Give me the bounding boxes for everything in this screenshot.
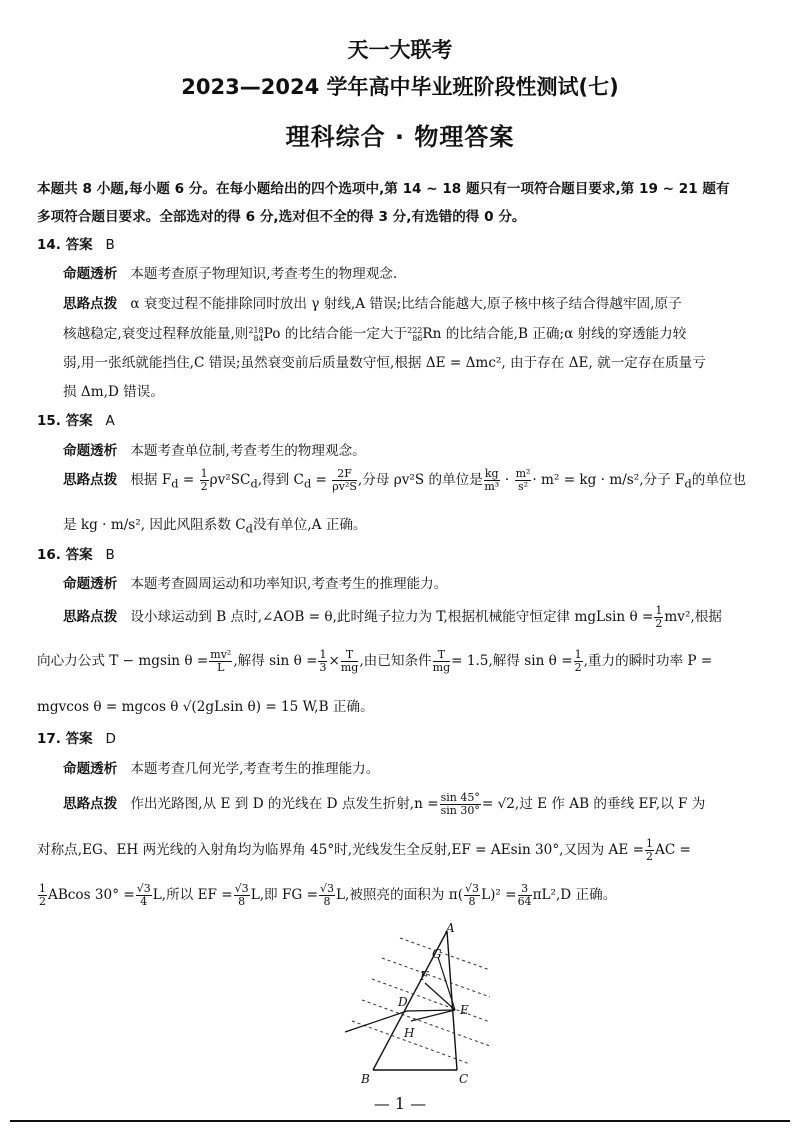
fraction-mv2-l: $\frac{\text{mv²}}{L}$ [210,648,232,674]
label-e: E [460,1003,469,1017]
fraction-3-64: $\frac{3}{64}$ [517,882,532,908]
fraction-root3-8: $\frac{√3}{8}$ [234,882,249,908]
fraction-root3-8-b: $\frac{√3}{8}$ [319,882,334,908]
q16-solution-line3: mgvcos θ = mgcos θ √(2gLsin θ) = 15 W,B 正确。 [37,699,374,715]
fraction-t-mg: $\frac{T}{mg}$ [340,648,359,674]
intro-line-1: 本题共 8 小题,每小题 6 分。在每小题给出的四个选项中,第 14 ~ 18 题只有一项符合题目要求,第 19 ~ 21 题有 [37,181,730,197]
q15-solution-line2: 是 kg · m/s², 因此风阻系数 $C_d$没有单位,A 正确。 [63,517,367,536]
page-title: 理科综合 · 物理答案 [285,123,515,151]
label-d: D [398,995,408,1009]
bottom-rule [10,1120,790,1122]
q14-analysis: 命题透析 本题考查原子物理知识,考查考生的物理观念. [63,266,398,282]
fraction-sin45-sin30: $\frac{\sin 45^\circ}{\sin 30^\circ}$ [440,791,480,817]
q17-answer: D [105,731,116,747]
label-a: A [446,921,455,935]
q14-solution-line3: 弱,用一张纸就能挡住,C 错误;虽然衰变前后质量数守恒,根据 ΔE = Δmc², 由于存在 ΔE, 就一定存在质量亏 [63,355,706,371]
fraction-t-mg-2: $\frac{T}{mg}$ [432,648,451,674]
exam-header-line1: 天一大联考 [347,38,453,62]
fraction-half-2: $\frac{1}{2}$ [574,648,582,674]
fraction-half-2: $\frac{1}{2}$ [39,882,46,908]
fraction-cd: $\frac{2F}{\text{ρv²S}}$ [332,467,357,493]
label-c: C [459,1072,469,1086]
q17-analysis: 命题透析 本题考查几何光学,考查考生的推理能力。 [63,761,380,777]
q17-solution-line2: 对称点,EG、EH 两光线的入射角均为临界角 45°时,光线发生全反射,EF = AEsin 30°,又因为 AE = $\frac{1}{2}$ AC = [37,837,691,863]
q16-answer: B [105,547,115,563]
q15-solution-line1: 思路点拨 根据 $F_d$ = $\frac{1}{2}$ $\rho v^2SC_d$,得到 $C_d$ = $\frac{2F}{\text{ρv²S}}$ ,分母 ρv²S 的单位是 $\frac{kg}{\text{m³}}$ · $\frac{\text{m²}}{\text{s²}}$ · m² = kg · m/s²,分子 $F_d$的单位也 [63,467,747,493]
ray-line [362,1000,490,1046]
intro-line-2: 多项符合题目要求。全部选对的得 6 分,选对但不全的得 3 分,有选错的得 0 分。 [37,209,526,225]
ray-line [400,938,490,970]
q14-answer: B [105,237,115,253]
incident-ray-lines [352,938,490,1064]
label-f: F [420,969,429,983]
exam-header-line2: 2023—2024 学年高中毕业班阶段性测试(七) [181,75,619,99]
q14-solution-line4: 损 Δm,D 错误。 [63,384,164,400]
label-h: H [404,1026,415,1040]
q17-solution-line1: 思路点拨 作出光路图,从 E 到 D 的光线在 D 点发生折射,n = $\frac{\sin 45^\circ}{\sin 30^\circ}$ = √2,过 E 作 AB 的垂线 EF,以 F 为 [63,791,706,817]
fraction-root3-4: $\frac{√3}{4}$ [136,882,151,908]
q16-heading: 16. 答案 B [37,547,115,563]
q14-solution-line2: 核越稳定,衰变过程释放能量,则 218 84 Po 的比结合能一定大于 222 86 Rn 的比结合能,B 正确;α 射线的穿透能力较 [63,325,687,343]
q16-analysis: 命题透析 本题考查圆周运动和功率知识,考查考生的推理能力。 [63,576,448,592]
label-b: B [361,1072,370,1086]
fraction-root3-8-c: $\frac{√3}{8}$ [465,882,480,908]
page-number: — 1 — [373,1094,427,1113]
q17-heading: 17. 答案 D [37,731,116,747]
q15-analysis: 命题透析 本题考查单位制,考查考生的物理观念。 [63,443,366,459]
optics-diagram [330,918,500,1093]
fraction-third: $\frac{1}{3}$ [319,648,327,674]
ray-de [407,1010,455,1011]
q16-solution-line2: 向心力公式 T − mgsin θ = $\frac{\text{mv²}}{L}$ ,解得 sin θ = $\frac{1}{3}$ × $\frac{T}{mg}$ ,由已知条件 $\frac{T}{mg}$ = 1.5,解得 sin θ = $\frac{1}{2}$ ,重力的瞬时功率 P = [37,648,713,674]
fraction-half: $\frac{1}{2}$ [646,837,654,863]
q17-solution-line3: $\frac{1}{2}$ ABcos 30° = $\frac{√3}{4}$ L,所以 EF = $\frac{√3}{8}$ L,即 FG = $\frac{√3}{8}$ L,被照亮的面积为 π( $\frac{√3}{8}$ L)² = $\frac{3}{64}$ πL²,D 正确。 [39,882,617,908]
q15-heading: 15. 答案 A [37,413,115,429]
fraction-kg-m3: $\frac{kg}{\text{m³}}$ [484,467,500,493]
q16-solution-line1: 思路点拨 设小球运动到 B 点时,∠AOB = θ,此时绳子拉力为 T,根据机械能守恒定律 mgLsin θ = $\frac{1}{2}$ mv²,根据 [63,604,722,630]
fraction-half: $\frac{1}{2}$ [200,467,208,493]
label-g: G [432,947,442,961]
fraction-half: $\frac{1}{2}$ [655,604,663,630]
q14-solution-line1: 思路点拨 α 衰变过程不能排除同时放出 γ 射线,A 错误;比结合能越大,原子核中核子结合得越牢固,原子 [63,296,682,312]
fraction-m2-s2: $\frac{\text{m²}}{\text{s²}}$ [515,467,531,493]
q15-answer: A [105,413,115,429]
ray-eh [411,1010,455,1021]
q14-heading: 14. 答案 B [37,237,115,253]
